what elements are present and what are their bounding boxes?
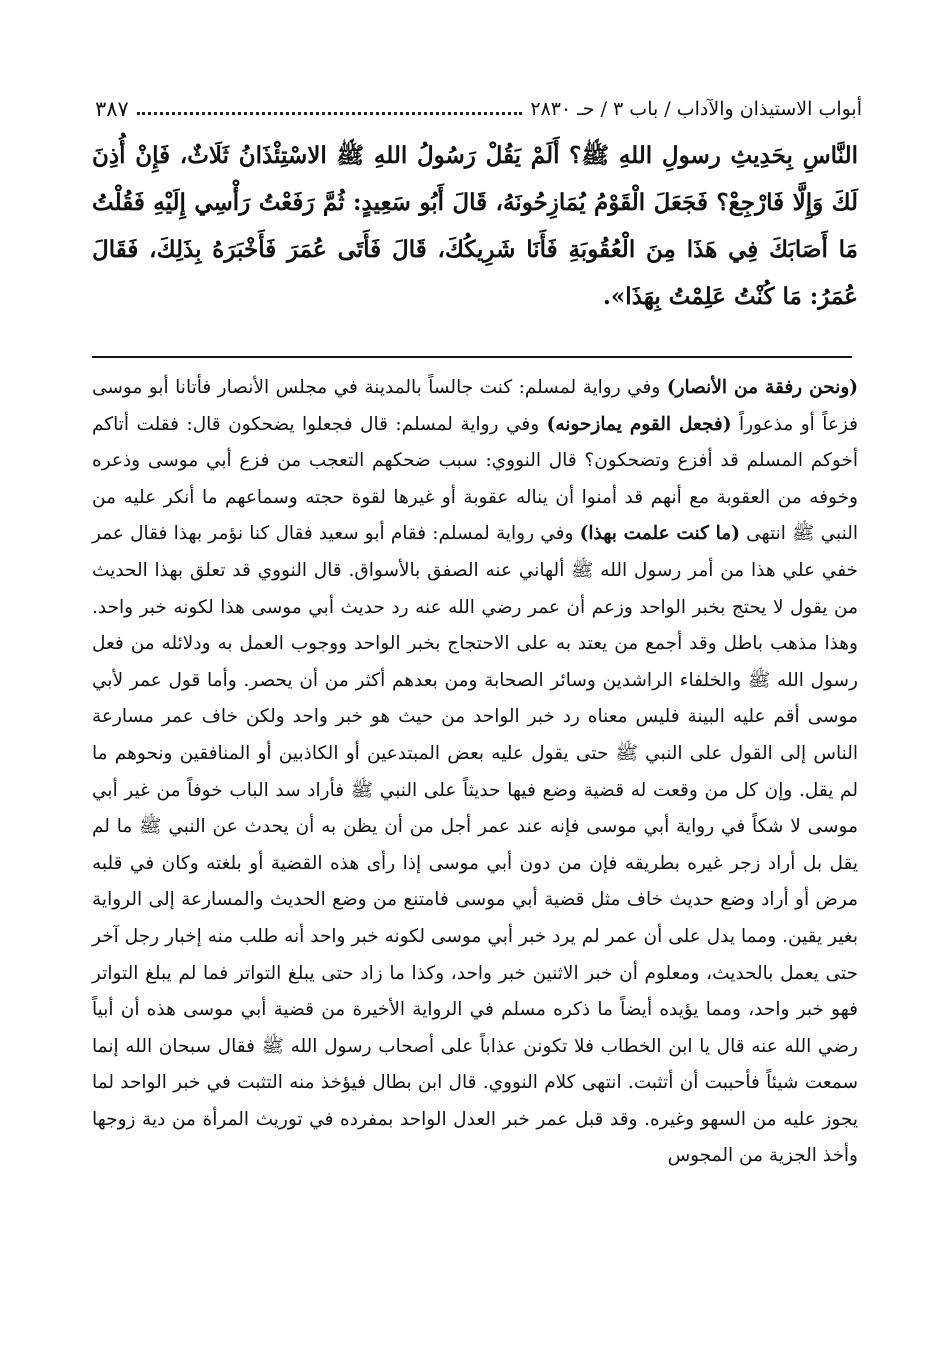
header-title: أبواب الاستيذان والآداب / باب ٣ / حـ ٢٨٣٠ [530,98,862,120]
hadith-text-block [92,132,858,320]
commentary-paragraph [92,370,858,1175]
page-number: ٣٨٧ [95,97,129,121]
hadith-paragraph: النَّاسِ بِحَدِيثِ رسولِ اللهِ ﷺ؟ أَلَمْ يَقُلْ رَسُولُ اللهِ ﷺ الاسْتِئْذَانُ ثَلَاثٌ، فَإِنْ أُذِنَ لَكَ وَإِلَّا فَارْجِعْ؟ فَجَعَلَ الْقَوْمُ يُمَازِحُونَهُ، قَالَ أَبُو سَعِيدٍ: ثُمَّ رَفَعْتُ رَأْسِي إِلَيْهِ فَقُلْتُ مَا أَصَابَكَ فِي هَذَا مِنَ الْعُقُوبَةِ فَأَنَا شَرِيكُكَ، قَالَ فَأَتَى عُمَرَ فَأَخْبَرَهُ بِذَلِكَ، فَقَالَ عُمَرُ: مَا كُنْتُ عَلِمْتُ بِهَذَا». [92,142,858,310]
footnote-divider [92,356,852,358]
commentary-text-2: وفي رواية لمسلم: قال فجعلوا يضحكون قال: فقلت أتاكم أخوكم المسلم قد أفزع وتضحكون؟ قال النووي: سبب ضحكهم التعجب من فزع أبي موسى وذعره وخوفه من العقوبة مع أنهم قد أمنوا أن يناله عقوبة أو غيرها لقوة حجته وسماعهم ما أنكر عليه من النبي ﷺ انتهى [92,413,858,545]
quoted-phrase-1: (ونحن رفقة من الأنصار) [666,377,859,398]
running-header [95,82,862,122]
commentary-text-3: وفي رواية لمسلم: فقام أبو سعيد فقال كنا نؤمر بهذا فقال عمر خفي علي هذا من أمر رسول الله ﷺ ألهاني عنه الصفق بالأسواق. قال النووي قد تعلق بهذا الحديث من يقول لا يحتج بخبر الواحد وزعم أن عمر رضي الله عنه رد حديث أبي موسى هذا لكونه خبر واحد. وهذا مذهب باطل وقد أجمع من يعتد به على الاحتجاج بخبر الواحد ووجوب العمل به ودلائله من فعل رسول الله ﷺ والخلفاء الراشدين وسائر الصحابة ومن بعدهم أكثر من أن يحصر. وأما قول عمر لأبي موسى أقم عليه البينة فليس معناه رد خبر الواحد من حيث هو خبر واحد ولكن خاف عمر مسارعة الناس إلى القول على النبي ﷺ حتى يقول عليه بعض المبتدعين أو الكاذبين أو المنافقين ونحوهم ما لم يقل. وإن كل من وقعت له قضية وضع فيها حديثاً على النبي ﷺ فأراد سد الباب خوفاً من غير أبي موسى لا شكاً في رواية أبي موسى فإنه عند عمر أجل من أن يظن به أن يحدث عن النبي ﷺ ما لم يقل بل أراد زجر غيره بطريقه فإن من دون أبي موسى إذا رأى هذه القضية أو بلغته وكان في قلبه مرض أو أراد وضع حديث خاف مثل قضية أبي موسى فامتنع من وضع الحديث والمسارعة إلى الرواية بغير يقين. ومما يدل على أن عمر لم يرد خبر أبي موسى لكونه خبر واحد أنه طلب منه إخبار رجل آخر حتى يعمل بالحديث، ومعلوم أن خبر الاثنين خبر واحد، وكذا ما زاد حتى يبلغ التواتر فما لم يبلغ التواتر فهو خبر واحد، ومما يؤيده أيضاً ما ذكره مسلم في الرواية الأخيرة من قضية أبي موسى هذه أن أبياً رضي الله عنه قال يا ابن الخطاب فلا تكونن عذاباً على أصحاب رسول الله ﷺ فقال سبحان الله إنما سمعت شيئاً فأحببت أن أتثبت. انتهى كلام النووي. قال ابن بطال فيؤخذ منه التثبت في خبر الواحد لما يجوز عليه من السهو وغيره. وقد قبل عمر خبر العدل الواحد بمفرده في توريث المرأة من دية زوجها وأخذ الجزية من المجوس [92,523,858,1167]
quoted-phrase-2: (فجعل القوم يمازحونه) [546,413,732,435]
commentary-text-1: وفي رواية لمسلم: كنت جالساً بالمدينة في مجلس الأنصار فأتانا أبو موسى فزعاً أو مذعوراً [92,377,859,435]
commentary-block [92,370,858,1175]
quoted-phrase-3: (ما كنت علمت بهذا) [579,523,740,545]
header-dot-leader [137,111,523,115]
